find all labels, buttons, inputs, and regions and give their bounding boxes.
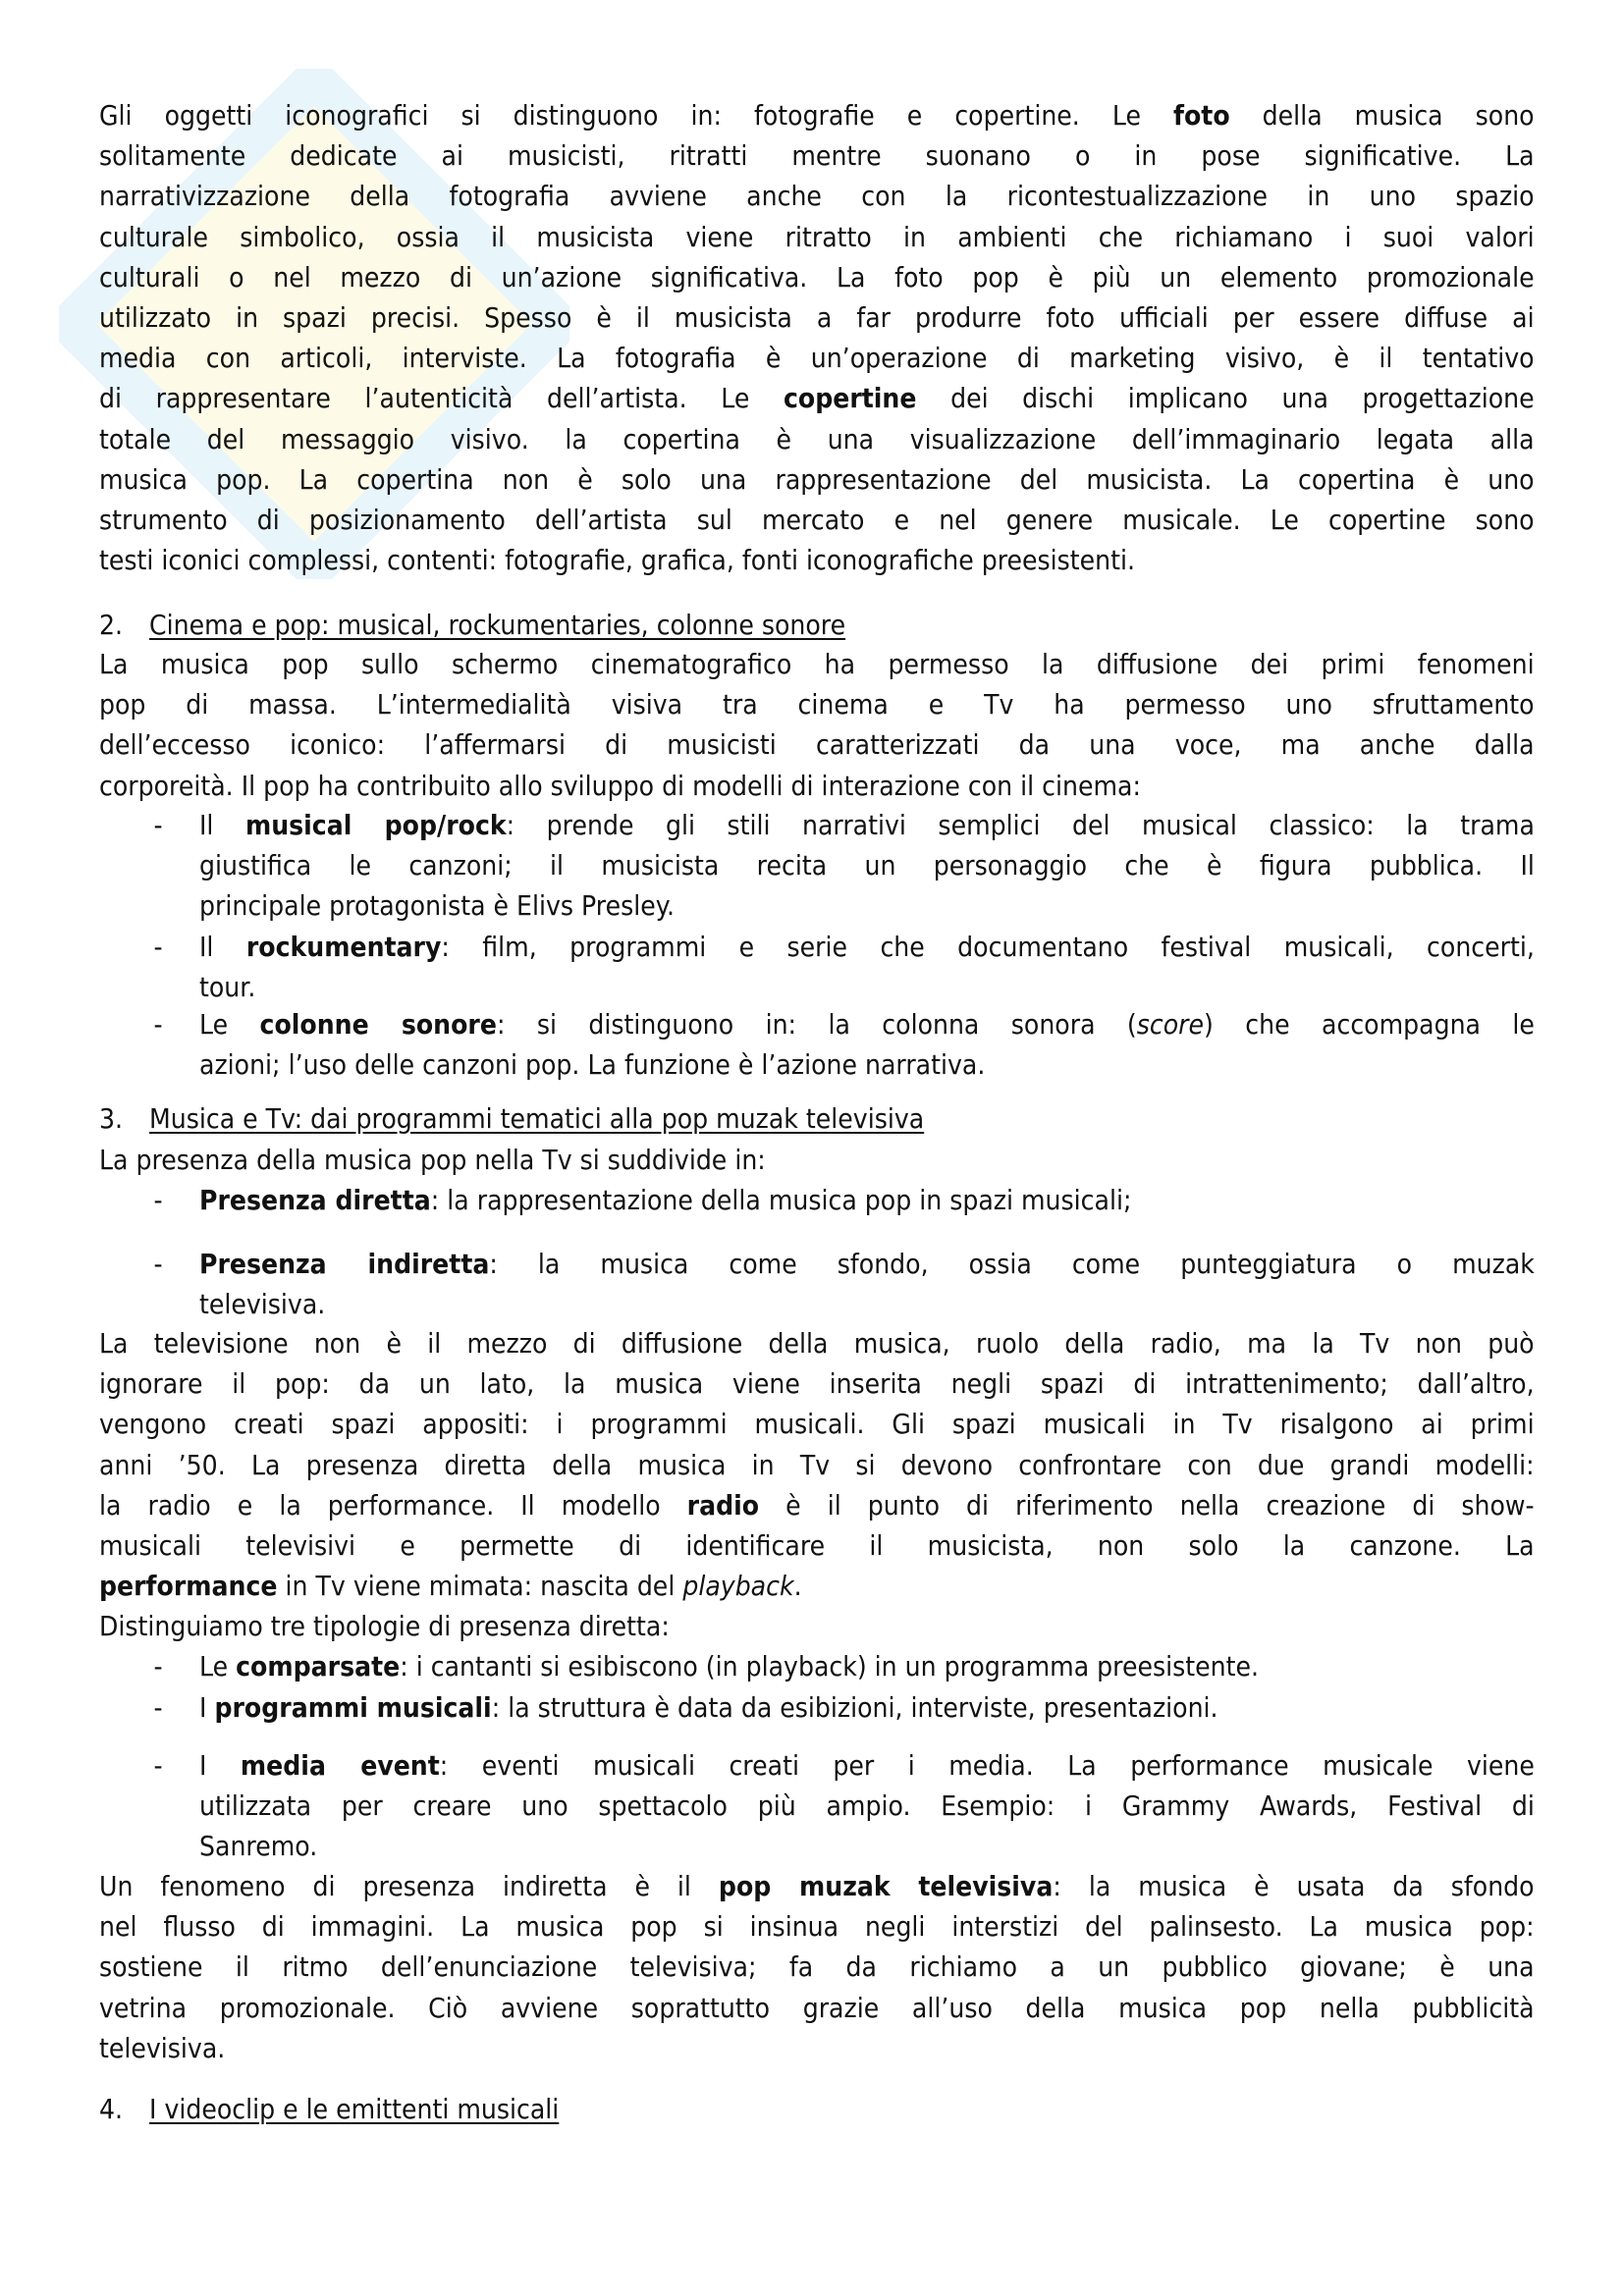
text-run: Le xyxy=(199,1650,237,1682)
text-run: : la musica è usata da sfondo xyxy=(1053,1870,1535,1902)
text-line xyxy=(199,1646,1535,1686)
text-run: musicali televisivi e permette di identificare il musicista, non solo la canzone. La xyxy=(99,1529,1535,1563)
text-line xyxy=(149,1098,1475,1139)
italic-text: playback xyxy=(682,1570,794,1603)
text-run: Cinema e pop: musical, rockumentaries, colonne sonore xyxy=(149,609,846,641)
text-line xyxy=(99,1485,1535,1525)
text-line xyxy=(199,1745,1535,1786)
text-run: : eventi musicali creati per i media. La performance musicale viene xyxy=(439,1749,1535,1782)
bold-text: pop muzak televisiva xyxy=(718,1870,1054,1902)
text-run: dei dischi implicano una progettazione xyxy=(916,382,1535,415)
text-line xyxy=(99,684,1535,724)
text-run: di rappresentare l’autenticità dell’artista. Le xyxy=(99,382,784,415)
text-line xyxy=(99,644,1535,684)
text-line xyxy=(199,1244,1535,1284)
paragraph xyxy=(99,1323,1623,1606)
text-line xyxy=(199,805,1535,845)
bold-text: Presenza diretta xyxy=(199,1184,431,1216)
text-run: I xyxy=(199,1691,215,1724)
text-line xyxy=(99,1566,1535,1606)
text-line xyxy=(199,1826,1535,1866)
bullet-dash: - xyxy=(153,1008,163,1041)
bold-text: colonne sonore xyxy=(259,1008,497,1041)
text-line xyxy=(99,1947,1535,1987)
text-line xyxy=(199,1004,1535,1044)
text-run: della musica sono xyxy=(1229,99,1535,132)
text-run: culturale simbolico, ossia il musicista viene ritratto in ambienti che richiamano i suoi valori xyxy=(99,220,1535,253)
paragraph xyxy=(99,95,1623,580)
text-line xyxy=(199,1284,1535,1324)
text-line xyxy=(199,967,1535,1007)
text-run: ) che accompagna le xyxy=(1204,1008,1535,1041)
text-run: : prende gli stili narrativi semplici del musical classico: la trama xyxy=(506,809,1535,841)
text-run: : si distinguono in: la colonna sonora ( xyxy=(496,1008,1137,1041)
text-run: azioni; l’uso delle canzoni pop. La funzione è l’azione narrativa. xyxy=(199,1048,986,1082)
text-run: : la struttura è data da esibizioni, interviste, presentazioni. xyxy=(491,1691,1218,1724)
text-run: testi iconici complessi, contenti: fotografie, grafica, fonti iconografiche preesistenti. xyxy=(99,544,1136,577)
text-line xyxy=(99,1525,1535,1566)
text-run: Un fenomeno di presenza indiretta è il xyxy=(99,1870,719,1902)
text-line xyxy=(99,257,1535,297)
text-run: Distinguiamo tre tipologie di presenza diretta: xyxy=(99,1610,670,1642)
text-run: narrativizzazione della fotografia avviene anche con la ricontestualizzazione in uno spazio xyxy=(99,180,1535,213)
italic-text: score xyxy=(1136,1008,1205,1041)
text-run: la radio e la performance. Il modello xyxy=(99,1488,687,1522)
text-line xyxy=(99,1906,1535,1947)
bold-text: Presenza indiretta xyxy=(199,1248,490,1280)
text-run: : la musica come sfondo, ossia come punteggiatura o muzak xyxy=(489,1248,1535,1280)
text-run: Sanremo. xyxy=(199,1830,318,1863)
text-run: I videoclip e le emittenti musicali xyxy=(149,2093,560,2125)
text-line xyxy=(99,724,1535,765)
bold-text: copertine xyxy=(783,382,917,415)
text-line xyxy=(99,500,1535,540)
section-number: 4. xyxy=(99,2093,124,2125)
text-line xyxy=(99,540,1535,580)
text-line xyxy=(99,766,1535,806)
bold-text: rockumentary xyxy=(245,931,442,963)
text-run: Il xyxy=(199,809,245,841)
bullet-dash: - xyxy=(153,1749,163,1782)
bullet-dash: - xyxy=(153,1248,163,1280)
text-run: anni ’50. La presenza diretta della musica in Tv si devono confrontare con due grandi modelli: xyxy=(99,1448,1535,1481)
bold-text: musical pop/rock xyxy=(244,809,507,841)
text-line xyxy=(99,1363,1535,1404)
text-line xyxy=(99,459,1535,500)
text-run: sostiene il ritmo dell’enunciazione televisiva; fa da richiamo a un pubblico giovane; è una xyxy=(99,1950,1535,1984)
bold-text: comparsate xyxy=(236,1650,401,1682)
text-run: televisiva. xyxy=(99,2031,226,2064)
bold-text: radio xyxy=(686,1488,760,1522)
text-run: Le xyxy=(199,1008,260,1041)
text-line xyxy=(99,95,1535,135)
paragraph xyxy=(99,1866,1623,2068)
text-line xyxy=(199,885,1535,926)
text-run: : film, programmi e serie che documentano festival musicali, concerti, xyxy=(441,931,1535,963)
text-line xyxy=(99,378,1535,418)
text-run: La musica pop sullo schermo cinematografico ha permesso la diffusione dei primi fenomeni xyxy=(99,648,1535,680)
text-run: La televisione non è il mezzo di diffusione della musica, ruolo della radio, ma la Tv non può xyxy=(99,1327,1535,1360)
text-run: . xyxy=(793,1570,802,1603)
paragraph xyxy=(99,644,1623,806)
text-run: musica pop. La copertina non è solo una rappresentazione del musicista. La copertina è uno xyxy=(99,462,1535,496)
text-line xyxy=(99,2028,1535,2068)
text-line xyxy=(149,2089,1475,2129)
bullet-dash: - xyxy=(153,931,163,963)
text-line xyxy=(99,1140,1535,1180)
text-run: media con articoli, interviste. La fotografia è un’operazione di marketing visivo, è il tentativo xyxy=(99,342,1535,375)
text-run: utilizzata per creare uno spettacolo più ampio. Esempio: i Grammy Awards, Festival di xyxy=(199,1789,1535,1823)
text-run: Gli oggetti iconografici si distinguono in: fotografie e copertine. Le xyxy=(99,99,1174,132)
text-run: I xyxy=(199,1749,241,1782)
text-run: principale protagonista è Elivs Presley. xyxy=(199,889,676,923)
bold-text: media event xyxy=(240,1749,440,1782)
text-run: : la rappresentazione della musica pop in spazi musicali; xyxy=(430,1184,1132,1216)
text-run: tour. xyxy=(199,971,256,1004)
text-line xyxy=(199,845,1535,885)
text-run: culturali o nel mezzo di un’azione significativa. La foto pop è più un elemento promozionale xyxy=(99,260,1535,294)
text-run: corporeità. Il pop ha contribuito allo sviluppo di modelli di interazione con il cinema: xyxy=(99,769,1141,802)
bullet-dash: - xyxy=(153,809,163,841)
text-run: in Tv viene mimata: nascita del xyxy=(277,1570,683,1603)
text-run: strumento di posizionamento dell’artista sul mercato e nel genere musicale. Le copertine sono xyxy=(99,504,1535,537)
text-run: dell’eccesso iconico: l’affermarsi di musicisti caratterizzati da una voce, ma anche dalla xyxy=(99,728,1535,762)
text-line xyxy=(99,1445,1535,1485)
text-run: vengono creati spazi appositi: i programmi musicali. Gli spazi musicali in Tv risalgono ai primi xyxy=(99,1408,1535,1441)
bold-text: performance xyxy=(99,1570,278,1603)
text-line xyxy=(199,1786,1535,1826)
text-line xyxy=(99,338,1535,378)
text-run: : i cantanti si esibiscono (in playback) in un programma preesistente. xyxy=(400,1650,1260,1682)
text-run: nel flusso di immagini. La musica pop si insinua negli interstizi del palinsesto. La musica pop: xyxy=(99,1910,1535,1944)
text-run: giustifica le canzoni; il musicista recita un personaggio che è figura pubblica. Il xyxy=(199,849,1535,882)
text-run: Musica e Tv: dai programmi tematici alla pop muzak televisiva xyxy=(149,1102,925,1135)
bullet-dash: - xyxy=(153,1650,163,1682)
bullet-dash: - xyxy=(153,1184,163,1216)
text-line xyxy=(99,1606,1535,1646)
text-line xyxy=(149,605,1475,645)
text-run: La presenza della musica pop nella Tv si suddivide in: xyxy=(99,1144,766,1176)
text-run: Il xyxy=(199,931,246,963)
paragraph xyxy=(99,1606,1623,1646)
text-run: utilizzato in spazi precisi. Spesso è il musicista a far produrre foto ufficiali per essere diffuse ai xyxy=(99,301,1535,335)
text-line xyxy=(99,1866,1535,1906)
text-line xyxy=(99,1323,1535,1363)
text-line xyxy=(99,1988,1535,2028)
text-line xyxy=(99,297,1535,338)
text-run: solitamente dedicate ai musicisti, ritratti mentre suonano o in pose significative. La xyxy=(99,139,1535,173)
text-line xyxy=(99,217,1535,257)
text-line xyxy=(199,1687,1535,1728)
text-run: è il punto di riferimento nella creazione di show- xyxy=(759,1488,1535,1522)
text-line xyxy=(99,1404,1535,1444)
text-line xyxy=(99,419,1535,459)
paragraph xyxy=(99,1140,1623,1180)
text-line xyxy=(99,135,1535,176)
bold-text: foto xyxy=(1173,99,1230,132)
text-run: ignorare il pop: da un lato, la musica viene inserita negli spazi di intrattenimento; dall’altro, xyxy=(99,1367,1535,1401)
text-run: totale del messaggio visivo. la copertina è una visualizzazione dell’immaginario legata alla xyxy=(99,422,1535,455)
text-line xyxy=(199,1044,1535,1085)
text-run: vetrina promozionale. Ciò avviene soprattutto grazie all’uso della musica pop nella pubblicità xyxy=(99,1991,1535,2024)
text-line xyxy=(99,176,1535,216)
bold-text: programmi musicali xyxy=(214,1691,492,1724)
section-number: 3. xyxy=(99,1102,124,1135)
bullet-dash: - xyxy=(153,1691,163,1724)
section-number: 2. xyxy=(99,609,124,641)
text-line xyxy=(199,927,1535,967)
text-line xyxy=(199,1180,1535,1220)
text-run: pop di massa. L’intermedialità visiva tra cinema e Tv ha permesso uno sfruttamento xyxy=(99,688,1535,721)
text-run: televisiva. xyxy=(199,1288,326,1321)
